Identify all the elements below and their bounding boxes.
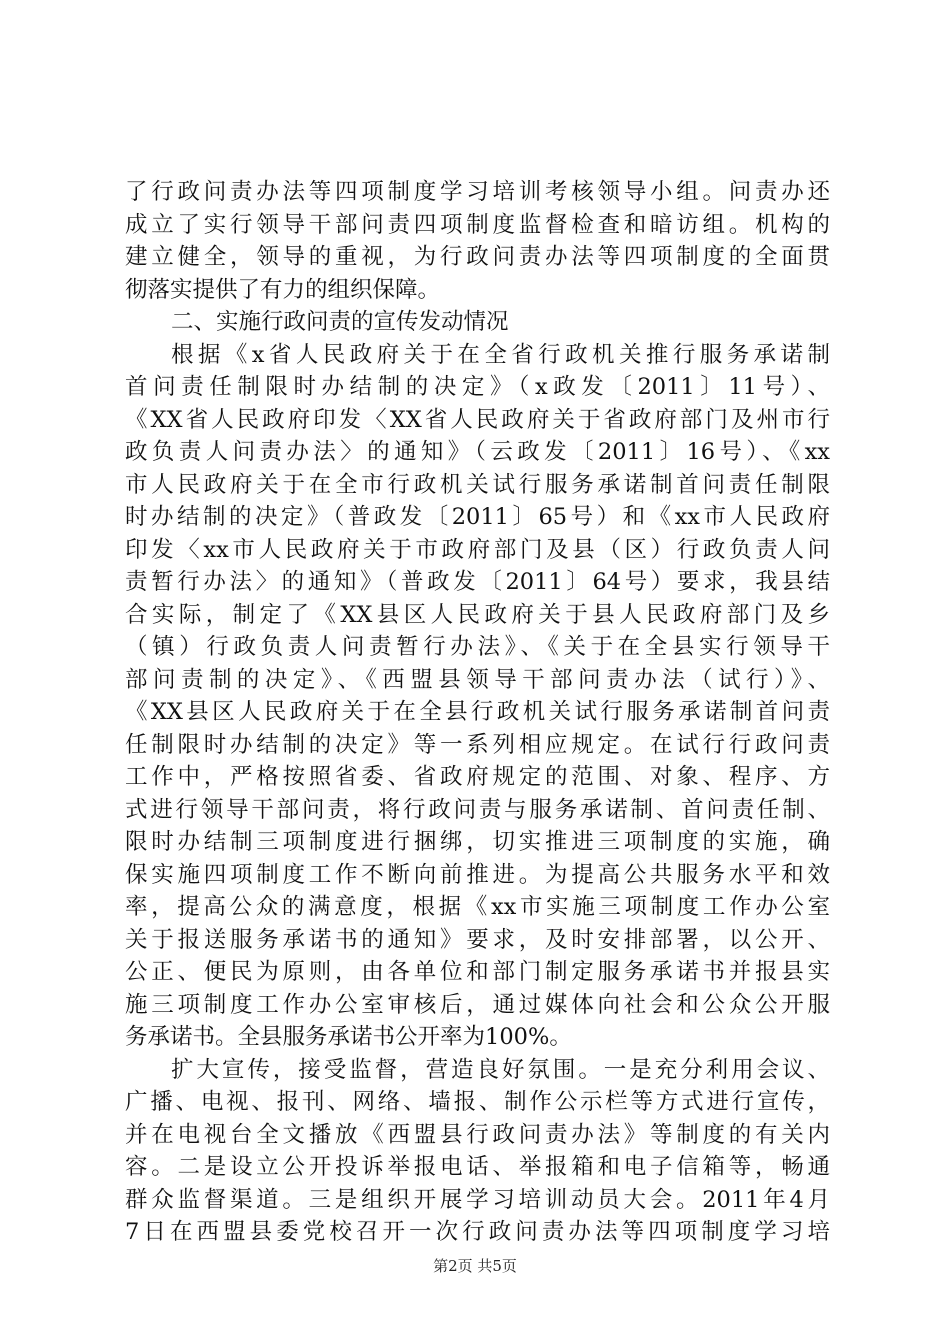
- text-line: 责暂行办法〉的通知》（普政发〔2011〕64号）要求，我县结: [125, 569, 830, 595]
- text-line: 成立了实行领导干部问责四项制度监督检查和暗访组。机构的: [125, 211, 830, 238]
- text-line: 工作中，严格按照省委、省政府规定的范围、对象、程序、方: [125, 764, 830, 790]
- text-line: 彻落实提供了有力的组织保障。: [125, 276, 441, 303]
- text-line: 关于报送服务承诺书的通知》要求，及时安排部署，以公开、: [125, 926, 830, 953]
- text-line: 容。二是设立公开投诉举报电话、举报箱和电子信箱等，畅通: [125, 1154, 830, 1180]
- text-line: 政负责人问责办法〉的通知》（云政发〔2011〕16号）、《xx: [125, 439, 830, 465]
- text-line: 扩大宣传，接受监督，营造良好氛围。一是充分利用会议、: [171, 1056, 830, 1083]
- text-line: 《XX省人民政府印发〈XX省人民政府关于省政府部门及州市行: [125, 406, 830, 433]
- text-line: 根据《x省人民政府关于在全省行政机关推行服务承诺制: [171, 341, 830, 368]
- text-line: 时办结制的决定》（普政发〔2011〕65号）和《xx市人民政府: [125, 504, 830, 530]
- page-footer: 第2页 共5页: [433, 1257, 517, 1275]
- text-line: （镇）行政负责人问责暂行办法》、《关于在全县实行领导干: [125, 634, 830, 660]
- text-line: 二、实施行政问责的宣传发动情况: [171, 309, 509, 335]
- text-line: 建立健全，领导的重视，为行政问责办法等四项制度的全面贯: [125, 244, 830, 270]
- text-line: 率，提高公众的满意度，根据《xx市实施三项制度工作办公室: [125, 894, 830, 920]
- text-line: 限时办结制三项制度进行捆绑，切实推进三项制度的实施，确: [125, 829, 830, 855]
- text-line: 式进行领导干部问责，将行政问责与服务承诺制、首问责任制、: [125, 796, 830, 823]
- text-line: 公正、便民为原则，由各单位和部门制定服务承诺书并报县实: [125, 959, 830, 985]
- text-line: 部问责制的决定》、《西盟县领导干部问责办法（试行）》、: [125, 666, 830, 693]
- text-line: 并在电视台全文播放《西盟县行政问责办法》等制度的有关内: [125, 1121, 830, 1148]
- text-line: 首问责任制限时办结制的决定》（x政发〔2011〕11号）、: [125, 374, 830, 400]
- text-line: 广播、电视、报刊、网络、墙报、制作公示栏等方式进行宣传，: [125, 1089, 830, 1115]
- text-line: 合实际，制定了《XX县区人民政府关于县人民政府部门及乡: [125, 601, 830, 628]
- text-line: 《XX县区人民政府关于在全县行政机关试行服务承诺制首问责: [125, 699, 830, 725]
- body-text: [125, 176, 830, 1249]
- text-line: 市人民政府关于在全市行政机关试行服务承诺制首问责任制限: [125, 471, 830, 498]
- text-line: 保实施四项制度工作不断向前推进。为提高公共服务水平和效: [125, 861, 830, 888]
- text-line: 印发〈xx市人民政府关于市政府部门及县（区）行政负责人问: [125, 536, 830, 563]
- text-line: 了行政问责办法等四项制度学习培训考核领导小组。问责办还: [125, 179, 830, 205]
- text-line: 7日在西盟县委党校召开一次行政问责办法等四项制度学习培: [125, 1219, 830, 1245]
- text-line: 务承诺书。全县服务承诺书公开率为100%。: [125, 1024, 572, 1050]
- text-line: 任制限时办结制的决定》等一系列相应规定。在试行行政问责: [125, 731, 830, 758]
- text-line: 群众监督渠道。三是组织开展学习培训动员大会。2011年4月: [125, 1186, 830, 1213]
- text-line: 施三项制度工作办公室审核后，通过媒体向社会和公众公开服: [125, 991, 830, 1018]
